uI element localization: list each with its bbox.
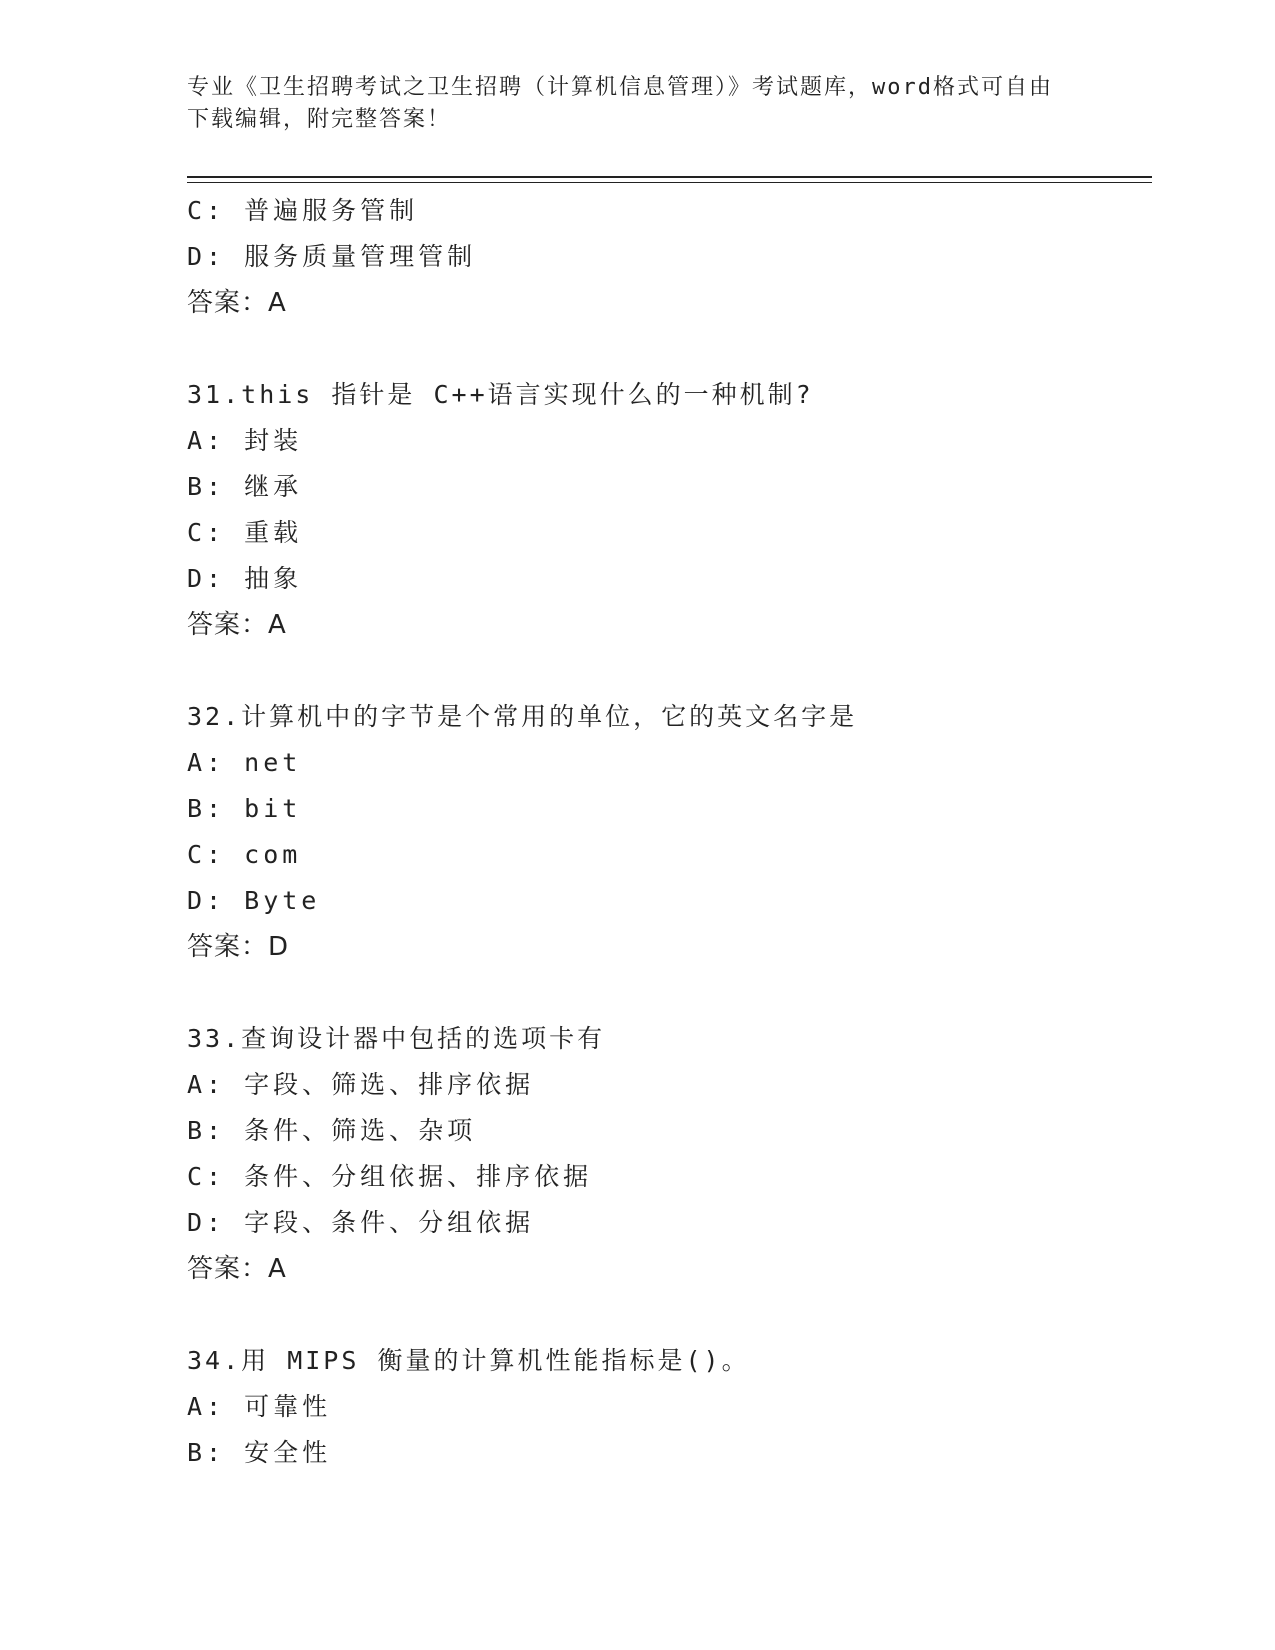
question-stem-32: 32.计算机中的字节是个常用的单位，它的英文名字是	[187, 702, 858, 731]
question-spacer	[187, 970, 1152, 1016]
question-spacer	[187, 326, 1152, 372]
option-c: C: com	[187, 840, 302, 869]
question-list	[187, 188, 1152, 1476]
option-c: C: 普遍服务管制	[187, 196, 419, 225]
option-c: C: 重载	[187, 518, 303, 547]
option-c: C: 条件、分组依据、排序依据	[187, 1162, 593, 1191]
option-a: A: 可靠性	[187, 1392, 332, 1421]
option-b: B: 安全性	[187, 1438, 332, 1467]
option-d: D: 服务质量管理管制	[187, 242, 477, 271]
answer-label: 答案：A	[187, 288, 287, 318]
question-spacer	[187, 1292, 1152, 1338]
answer-label: 答案：D	[187, 932, 290, 962]
answer-label: 答案：A	[187, 1254, 287, 1284]
question-stem-31: 31.this 指针是 C++语言实现什么的一种机制?	[187, 380, 814, 409]
question-spacer	[187, 648, 1152, 694]
option-b: B: 继承	[187, 472, 303, 501]
option-b: B: bit	[187, 794, 302, 823]
question-stem-33: 33.查询设计器中包括的选项卡有	[187, 1024, 606, 1053]
header-divider-thin	[187, 182, 1152, 183]
option-d: D: Byte	[187, 886, 321, 915]
header-divider-thick	[187, 176, 1152, 178]
option-a: A: 字段、筛选、排序依据	[187, 1070, 535, 1099]
option-a: A: net	[187, 748, 302, 777]
document-header: 专业《卫生招聘考试之卫生招聘（计算机信息管理）》考试题库，word格式可自由下载编辑，附完整答案！	[187, 75, 1053, 132]
question-stem-34: 34.用 MIPS 衡量的计算机性能指标是()。	[187, 1346, 750, 1375]
option-d: D: 抽象	[187, 564, 303, 593]
answer-label: 答案：A	[187, 610, 287, 640]
option-b: B: 条件、筛选、杂项	[187, 1116, 477, 1145]
option-d: D: 字段、条件、分组依据	[187, 1208, 535, 1237]
option-a: A: 封装	[187, 426, 303, 455]
